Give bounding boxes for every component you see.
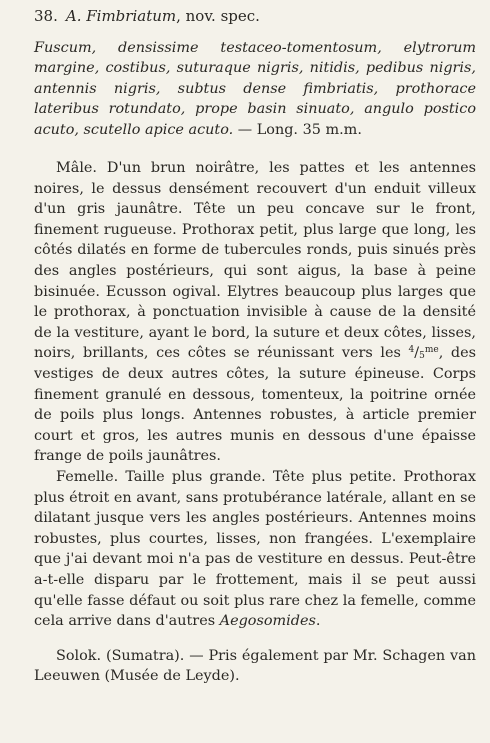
male-text-after: , des vestiges de deux autres côtes, la suture épineuse. Corps finement granulé en dessous, tomenteux, la poitrine ornée de poils plus longs. Antennes robustes, à article premier court et gros, les autres munis en dessous d'une épaisse frange de poils jaunâtres.: [34, 345, 476, 465]
diagnosis-text: Fuscum, densissime testaceo-tomentosum, elytrorum margine, costibus, suturaque nigris, nitidis, pedibus nigris, antennis nigris, subtus dense fimbriatis, prothorace lateribus rotundato, prope basin sinuato, angulo postico acuto, scutello apice acuto.: [34, 40, 476, 138]
locality-line: Solok. (Sumatra). — Pris également par Mr. Schagen van Leeuwen (Musée de Leyde).: [34, 647, 476, 685]
female-text-after: .: [315, 613, 321, 630]
fraction-suffix: me: [424, 345, 439, 356]
diagnosis-length: — Long. 35 m.m.: [233, 121, 362, 138]
latin-diagnosis: [34, 38, 476, 140]
species-name: Fimbriatum: [86, 7, 177, 25]
female-italic-term: Aegosomides: [219, 613, 316, 630]
species-heading: [34, 6, 476, 26]
female-description: [34, 467, 476, 632]
fraction-denominator: 5: [419, 351, 425, 362]
male-description: Mâle. D'un brun noirâtre, les pattes et les antennes noires, le dessus densément recouvert d'un enduit villeux d'un gris jaunâtre. Tête un peu concave sur le front, finement rugueuse. Prothorax petit, plus large que long, les côtés dilatés en forme de tubercules ronds, puis sinués près des angles postérieurs, qui sont aigus, la base à peine bisinuée. Ecusson ogival. Elytres beaucoup plus larges que le prothorax, à ponctuation invisible à cause de la densité de la vestiture, ayant le bord, la suture et deux côtes, lisses, noirs, brillants, ces côtes se réunissant vers les $^4/_5^{me}$, des vestiges de deux autres côtes, la suture épineuse. Corps finement granulé en dessous, tomenteux, la poitrine ornée de poils plus longs. Antennes robustes, à article premier court et gros, les autres munis en dessous d'une épaisse frange de poils jaunâtres.: [34, 160, 476, 465]
species-number: 38.: [34, 7, 58, 25]
species-note: , nov. spec.: [176, 7, 260, 25]
fraction-numerator: 4: [408, 345, 415, 356]
male-text-before: Mâle. D'un brun noirâtre, les pattes et les antennes noires, le dessus densément recouvert d'un enduit villeux d'un gris jaunâtre. Tête un peu concave sur le front, finement rugueuse. Prothorax petit, plus large que long, les côtés dilatés en forme de tubercules ronds, puis sinués près des angles postérieurs, qui sont aigus, la base à peine bisinuée. Ecusson ogival. Elytres beaucoup plus larges que le prothorax, à ponctuation invisible à cause de la densité de la vestiture, ayant le bord, la suture et deux côtes, lisses, noirs, brillants, ces côtes se réunissant vers les: [34, 160, 476, 362]
female-text-before: Femelle. Taille plus grande. Tête plus petite. Prothorax plus étroit en avant, sans protubérance latérale, allant en se dilatant jusque vers les angles postérieurs. Antennes moins robustes, plus courtes, lisses, non frangées. L'exemplaire que j'ai devant moi n'a pas de vestiture en dessus. Peut-être a-t-elle disparu par le frottement, mais il se peut aussi qu'elle fasse défaut ou soit plus rare chez la femelle, comme cela arrive dans d'autres: [34, 468, 476, 630]
genus-abbreviation: A.: [65, 7, 82, 25]
